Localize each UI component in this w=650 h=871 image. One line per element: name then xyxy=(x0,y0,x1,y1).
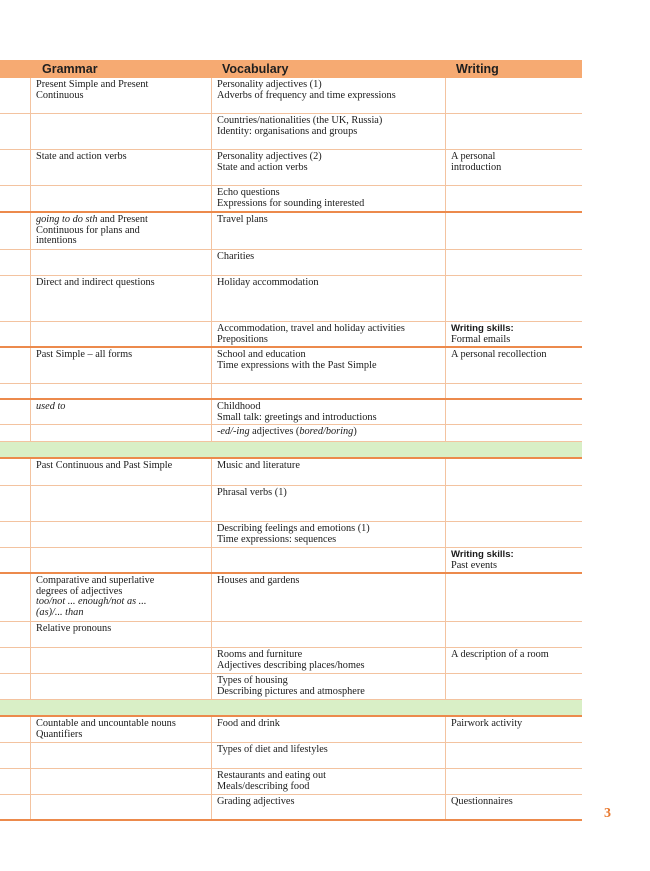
writing-text: Past events xyxy=(451,559,498,571)
writing-cell xyxy=(446,213,582,249)
table-row xyxy=(0,425,582,442)
unit-cell xyxy=(0,574,31,621)
header-writing: Writing xyxy=(456,62,499,76)
syllabus-table xyxy=(0,60,582,821)
unit-cell xyxy=(0,459,31,485)
unit-cell xyxy=(0,276,31,321)
vocabulary-cell xyxy=(212,622,446,647)
grammar-cell: Countable and uncountable nouns Quantifiers xyxy=(31,717,212,742)
grammar-cell xyxy=(31,548,212,572)
vocabulary-cell xyxy=(212,384,446,398)
writing-cell xyxy=(446,400,582,424)
table-row xyxy=(0,150,582,186)
unit-cell xyxy=(0,250,31,275)
unit-cell xyxy=(0,213,31,249)
vocabulary-cell: Childhood Small talk: greetings and introductions xyxy=(212,400,446,424)
grammar-cell xyxy=(31,114,212,149)
page-number: 3 xyxy=(604,806,611,821)
grammar-cell xyxy=(31,648,212,673)
grammar-cell xyxy=(31,384,212,398)
header-vocabulary: Vocabulary xyxy=(222,62,289,76)
grammar-cell xyxy=(31,425,212,441)
vocabulary-cell: Accommodation, travel and holiday activities Prepositions xyxy=(212,322,446,346)
vocabulary-cell: Restaurants and eating out Meals/describing food xyxy=(212,769,446,794)
vocab-italic: bored/boring xyxy=(299,426,354,437)
vocabulary-cell: Holiday accommodation xyxy=(212,276,446,321)
vocabulary-cell: Charities xyxy=(212,250,446,275)
vocabulary-cell: Music and literature xyxy=(212,459,446,485)
vocabulary-cell: Countries/nationalities (the UK, Russia) Identity: organisations and groups xyxy=(212,114,446,149)
table-header xyxy=(0,60,582,78)
writing-cell xyxy=(446,114,582,149)
section-divider xyxy=(0,442,582,459)
unit-cell xyxy=(0,648,31,673)
unit-cell xyxy=(0,674,31,699)
vocabulary-cell xyxy=(212,425,446,441)
writing-cell xyxy=(446,186,582,211)
unit-cell xyxy=(0,400,31,424)
grammar-cell xyxy=(31,674,212,699)
vocab-text: ) xyxy=(353,426,357,437)
writing-cell xyxy=(446,276,582,321)
unit-cell xyxy=(0,795,31,819)
grammar-italic: too/not ... enough/not as ... (as)/... than xyxy=(36,596,147,618)
table-row xyxy=(0,795,582,821)
vocabulary-cell: Types of diet and lifestyles xyxy=(212,743,446,768)
table-row xyxy=(0,114,582,150)
grammar-cell: Present Simple and Present Continuous xyxy=(31,78,212,113)
grammar-cell xyxy=(31,186,212,211)
grammar-cell xyxy=(31,769,212,794)
grammar-text: and Present Continuous for plans and intentions xyxy=(36,214,148,247)
writing-text: Formal emails xyxy=(451,333,511,345)
vocab-italic: -ed/-ing xyxy=(217,426,250,437)
table-row xyxy=(0,213,582,250)
vocabulary-cell xyxy=(212,548,446,572)
grammar-cell xyxy=(31,522,212,547)
grammar-cell: Past Continuous and Past Simple xyxy=(31,459,212,485)
writing-cell xyxy=(446,769,582,794)
table-row xyxy=(0,522,582,548)
unit-cell xyxy=(0,622,31,647)
table-row xyxy=(0,384,582,400)
table-row xyxy=(0,622,582,648)
writing-cell xyxy=(446,522,582,547)
unit-cell xyxy=(0,322,31,346)
grammar-cell xyxy=(31,486,212,521)
table-row xyxy=(0,276,582,322)
grammar-cell xyxy=(31,213,212,249)
unit-cell xyxy=(0,548,31,572)
unit-cell xyxy=(0,717,31,742)
vocabulary-cell: Rooms and furniture Adjectives describing places/homes xyxy=(212,648,446,673)
writing-cell: A personal introduction xyxy=(451,151,502,173)
vocab-text: adjectives ( xyxy=(249,426,300,437)
writing-cell: A personal recollection xyxy=(451,349,547,360)
table-row xyxy=(0,743,582,769)
table-row xyxy=(0,459,582,486)
vocabulary-cell: Food and drink xyxy=(212,717,446,742)
writing-cell xyxy=(446,622,582,647)
unit-cell xyxy=(0,486,31,521)
grammar-cell: Relative pronouns xyxy=(31,622,212,647)
vocabulary-cell: School and education Time expressions with the Past Simple xyxy=(212,348,446,383)
vocabulary-cell: Phrasal verbs (1) xyxy=(212,486,446,521)
vocabulary-cell: Houses and gardens xyxy=(212,574,446,621)
unit-cell xyxy=(0,114,31,149)
writing-cell xyxy=(446,425,582,441)
table-row xyxy=(0,486,582,522)
writing-skills-label: Writing skills: xyxy=(451,549,514,560)
vocabulary-cell: Types of housing Describing pictures and atmosphere xyxy=(212,674,446,699)
unit-cell xyxy=(0,769,31,794)
writing-cell xyxy=(446,486,582,521)
writing-cell xyxy=(446,78,582,113)
grammar-cell xyxy=(31,795,212,819)
grammar-italic: going to do sth xyxy=(36,214,98,225)
unit-cell xyxy=(0,384,31,398)
grammar-cell xyxy=(31,574,212,621)
table-row xyxy=(0,717,582,743)
grammar-text: Comparative and superlative degrees of adjectives xyxy=(36,575,155,597)
grammar-cell xyxy=(31,322,212,346)
vocabulary-cell: Describing feelings and emotions (1) Time expressions: sequences xyxy=(212,522,446,547)
table-row xyxy=(0,400,582,425)
table-row xyxy=(0,574,582,622)
table-row xyxy=(0,78,582,114)
unit-cell xyxy=(0,78,31,113)
table-row xyxy=(0,769,582,795)
writing-cell xyxy=(446,743,582,768)
writing-cell xyxy=(446,250,582,275)
grammar-cell: used to xyxy=(31,400,212,424)
table-row xyxy=(0,548,582,574)
writing-skills-label: Writing skills: xyxy=(451,323,514,334)
table-row xyxy=(0,250,582,276)
unit-cell xyxy=(0,150,31,185)
section-divider xyxy=(0,700,582,717)
grammar-cell: Direct and indirect questions xyxy=(31,276,212,321)
grammar-cell: State and action verbs xyxy=(31,150,212,185)
vocabulary-cell: Grading adjectives xyxy=(212,795,446,819)
unit-cell xyxy=(0,743,31,768)
table-row xyxy=(0,186,582,213)
grammar-cell: Past Simple – all forms xyxy=(31,348,212,383)
writing-cell xyxy=(446,548,582,572)
writing-cell: Pairwork activity xyxy=(451,718,523,729)
table-row xyxy=(0,648,582,674)
writing-cell xyxy=(446,322,582,346)
writing-cell xyxy=(446,574,582,621)
writing-cell: A description of a room xyxy=(451,649,549,660)
vocabulary-cell: Travel plans xyxy=(212,213,446,249)
header-grammar: Grammar xyxy=(42,62,98,76)
grammar-cell xyxy=(31,743,212,768)
unit-cell xyxy=(0,522,31,547)
vocabulary-cell: Personality adjectives (2) State and action verbs xyxy=(212,150,446,185)
writing-cell xyxy=(446,674,582,699)
vocabulary-cell: Personality adjectives (1) Adverbs of frequency and time expressions xyxy=(212,78,446,113)
table-row xyxy=(0,322,582,348)
table-row xyxy=(0,348,582,384)
writing-cell: Questionnaires xyxy=(451,796,513,807)
writing-cell xyxy=(446,384,582,398)
unit-cell xyxy=(0,186,31,211)
unit-cell xyxy=(0,348,31,383)
writing-cell xyxy=(446,459,582,485)
vocabulary-cell: Echo questions Expressions for sounding interested xyxy=(212,186,446,211)
table-row xyxy=(0,674,582,700)
grammar-cell xyxy=(31,250,212,275)
unit-cell xyxy=(0,425,31,441)
